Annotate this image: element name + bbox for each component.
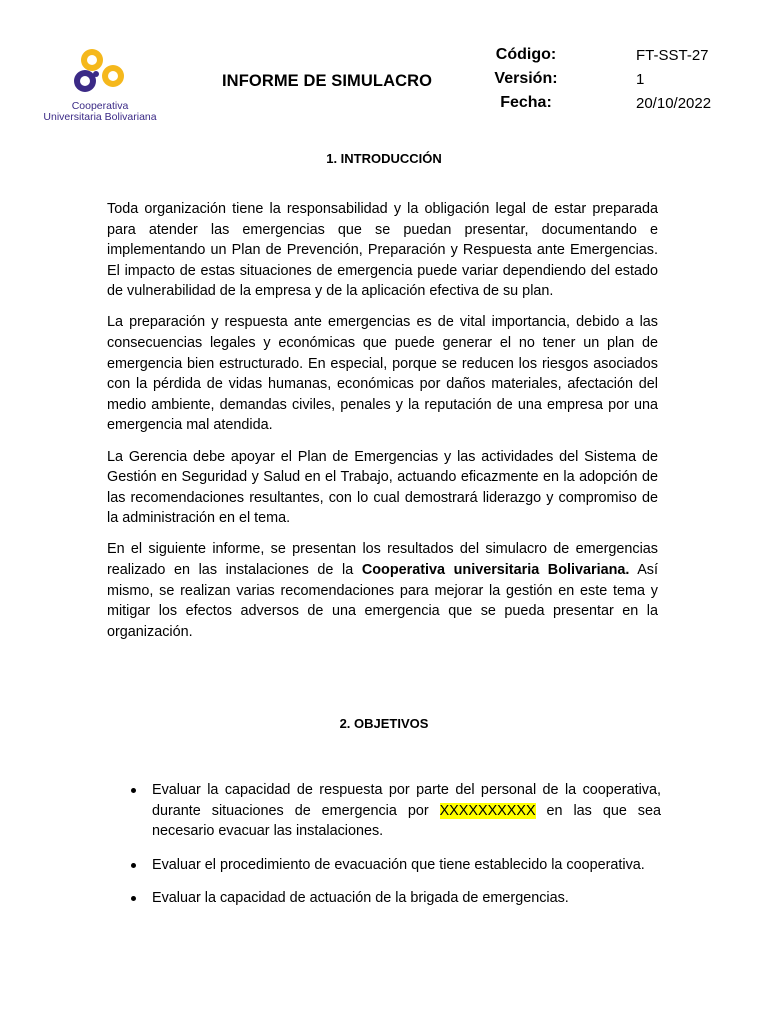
objective-item-3: Evaluar la capacidad de actuación de la brigada de emergencias. [152,888,661,909]
document-title: INFORME DE SIMULACRO [222,72,433,90]
introduccion-heading: 1. INTRODUCCIÓN [326,151,442,166]
intro-paragraph-3: La Gerencia debe apoyar el Plan de Emergencias y las actividades del Sistema de Gestión en Seguridad y Salud en el Trabajo, actuando eficazmente en la adopción de las recomendaciones resultantes, con lo cual demostrará liderazgo y compromiso de la administración en el tema. [107,448,658,527]
fecha-value: 20/10/2022 [636,95,712,112]
objective-1-text-end: en las que sea necesario evacuar las instalaciones. [152,802,661,840]
codigo-label: Código: [495,46,557,63]
fecha-label: Fecha: [500,94,552,111]
intro-paragraph-1: Toda organización tiene la responsabilidad y la obligación legal de estar preparada para atender las emergencias que se puedan presentar, documentando e implementando un Plan de Prevención, Preparación y Respuesta ante Emergencias. El impacto de estas situaciones de emergencia puede variar dependiendo del estado de vulnerabilidad de la empresa y de la aplicación efectiva de su plan. [107,201,658,300]
objective-1-text-start: Evaluar la capacidad de respuesta por parte del personal de la cooperativa, durante situaciones de emergencia por [152,782,661,819]
cooperativa-name: Cooperativa universitaria Bolivariana. [361,562,630,578]
logo-line-2: Universitaria Bolivariana [43,111,157,123]
codigo-value: FT-SST-27 [636,47,709,64]
version-label: Versión: [494,70,558,87]
logo-line-1: Cooperativa [71,100,129,112]
intro-paragraph-4 [107,539,658,642]
objetivos-heading: 2. OBJETIVOS [339,716,429,731]
objective-item-2: Evaluar el procedimiento de evacuación que tiene establecido la cooperativa. [152,855,661,876]
intro-paragraph-2: La preparación y respuesta ante emergencias es de vital importancia, debido a las consecuencias legales y económicas que puede generar el no tener un plan de emergencia bien estructurado. En especial, porque se reducen los riesgos asociados con la pérdida de vidas humanas, económicas por daños materiales, afectación del medio ambiente, demandas civiles, penales y la reputación de una empresa por una emergencia mal atendida. [107,314,658,434]
objetivos-list [152,780,661,922]
cooperativa-logo [30,44,170,126]
objective-item-1 [152,780,661,842]
placeholder-highlight: XXXXXXXXXX [439,802,536,819]
introduccion-body [107,199,658,653]
version-value: 1 [636,71,645,88]
intro-p4-text-start: En el siguiente informe, se presentan los resultados del simulacro de emergencias realizado en las instalaciones de la [107,541,658,578]
cooperativa-logo-mark [30,44,170,100]
intro-p4-text-end: Así mismo, se realizan varias recomendaciones para mejorar la gestión en este tema y mitigar los efectos adversos de una emergencia que se pueda presentar en la organización. [107,562,658,640]
